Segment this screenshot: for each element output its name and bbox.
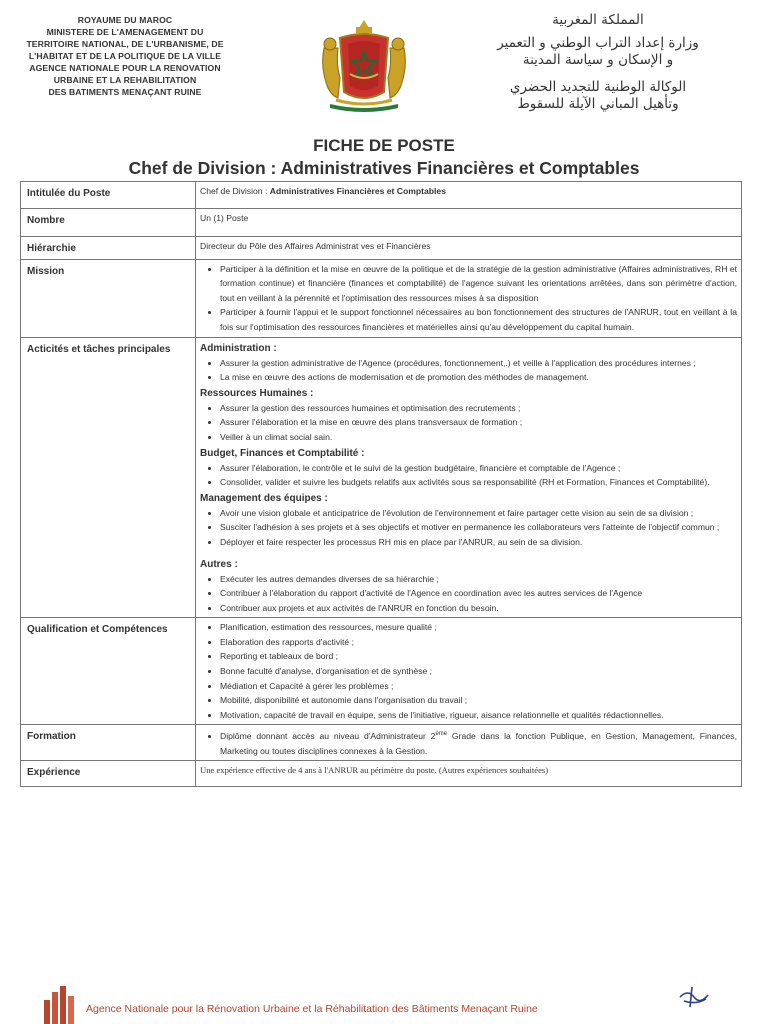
table-row — [21, 182, 742, 209]
list-item: • Exécuter les autres demandes diverses de sa hiérarchie ; — [220, 572, 737, 587]
list-item: • Susciter l'adhésion à ses projets et à ses objectifs et motiver en permanence les collaborateurs vers l'atteinte de l'objectif commun ; — [220, 520, 737, 535]
section-title: Budget, Finances et Comptabilité : — [200, 447, 365, 459]
header-ar-spacer — [468, 69, 728, 79]
section-title: Ressources Humaines : — [200, 387, 314, 399]
section-list — [200, 401, 737, 445]
list-item: • Planification, estimation des ressources, mesure qualité ; — [220, 620, 737, 635]
list-item: • Médiation et Capacité à gérer les problèmes ; — [220, 679, 737, 694]
formation-sup: ème — [435, 731, 448, 738]
row-value: Un (1) Poste — [196, 209, 742, 237]
list-item: • Assurer la gestion administrative de l'Agence (procédures, fonctionnement,.) et veille à l'application des procédures internes ; — [220, 356, 737, 371]
row-label: Nombre — [21, 209, 196, 237]
header-fr-line: DES BATIMENTS MENAÇANT RUINE — [48, 87, 202, 97]
row-label: Acticités et tâches principales — [21, 337, 196, 618]
row-label: Hiérarchie — [21, 237, 196, 260]
list-item: • Mobilité, disponibilité et autonomie dans l'organisation du travail ; — [220, 693, 737, 708]
row-label: Qualification et Compétences — [21, 618, 196, 725]
formation-list — [200, 727, 737, 758]
signature-icon — [676, 985, 712, 1009]
row-value — [196, 182, 742, 209]
table-row — [21, 761, 742, 787]
formation-text-start: Diplôme donnant accès au niveau d'Administrateur 2 — [220, 731, 436, 742]
table-row — [21, 209, 742, 237]
list-item: • La mise en œuvre des actions de modernisation et de promotion des méthodes de management. — [220, 370, 737, 385]
header-ar-line: و الإسكان و سياسة المدينة — [522, 52, 674, 68]
header-french — [10, 14, 240, 98]
section-title: Autres : — [200, 558, 238, 570]
section-title: Management des équipes : — [200, 492, 328, 504]
intitule-prefix: Chef de Division : — [200, 186, 270, 196]
table-row — [21, 725, 742, 761]
document-subtitle: Chef de Division : Administratives Financières et Comptables — [128, 158, 640, 178]
document-title: FICHE DE POSTE — [313, 136, 455, 155]
row-value — [196, 618, 742, 725]
row-label: Formation — [21, 725, 196, 761]
mission-list — [200, 262, 737, 335]
qualification-list — [200, 620, 737, 722]
list-item: • Assurer la gestion des ressources humaines et optimisation des recrutements ; — [220, 401, 737, 416]
section-list — [200, 356, 737, 385]
coat-of-arms-icon — [318, 18, 410, 112]
list-item: • Bonne faculté d'analyse, d'organisation et de synthèse ; — [220, 664, 737, 679]
section-list — [200, 461, 737, 490]
list-item: • Assurer l'élaboration et la mise en œuvre des plans transversaux de formation ; — [220, 415, 737, 430]
footer-agency-name: Agence Nationale pour la Rénovation Urbaine et la Réhabilitation des Bâtiments Menaçant Ruine — [86, 1003, 538, 1015]
table-row — [21, 337, 742, 618]
list-item — [220, 727, 737, 758]
anrur-logo-icon — [42, 982, 78, 1024]
section-title: Administration : — [200, 342, 277, 354]
list-item: • Déployer et faire respecter les processus RH mis en place par l'ANRUR, au sein de sa division. — [220, 535, 737, 550]
header-fr-line: AGENCE NATIONALE POUR LA RENOVATION — [29, 63, 221, 73]
header-fr-line: L'HABITAT ET DE LA POLITIQUE DE LA VILLE — [28, 51, 222, 61]
section-list — [200, 572, 737, 616]
table-row — [21, 618, 742, 725]
row-label: Intitulée du Poste — [21, 182, 196, 209]
section-list — [200, 506, 737, 550]
table-row — [21, 259, 742, 337]
list-item: • Elaboration des rapports d'activité ; — [220, 635, 737, 650]
header-ar-line: وتأهيل المباني الآيلة للسقوط — [517, 96, 679, 112]
list-item: • Participer à la définition et la mise en œuvre de la politique et de la stratégie de la gestion administrative (Affaires administratives, RH et formation continue) et financière (finances et comptabilité) de l'agence suivant les orientations arrêtées, dans son périmètre d'action, tout en veillant à la pérennité et l'optimisation des ressources mises à sa disposition — [220, 262, 737, 306]
job-sheet-table — [20, 181, 742, 787]
header-ar-line: المملكة المغربية — [552, 12, 644, 28]
list-item: • Reporting et tableaux de bord ; — [220, 649, 737, 664]
list-item: • Participer à fournir l'appui et le support fonctionnel nécessaires au bon fonctionnement des structures de l'ANRUR, tout en veillant à la fois sur l'optimisation des ressources financières et matérielles ainsi qu'au développement du capital humain. — [220, 305, 737, 334]
list-item: • Consolider, valider et suivre les budgets relatifs aux activités sous sa responsabilité (RH et Formation, Finances et Comptabilité). — [220, 475, 737, 490]
list-item: • Veiller à un climat social sain. — [220, 430, 737, 445]
header-fr-line: TERRITOIRE NATIONAL, DE L'URBANISME, DE — [26, 39, 224, 49]
row-value: Une expérience effective de 4 ans à l'ANRUR au périmètre du poste. (Autres expériences souhaitées) — [196, 761, 742, 787]
header-fr-line: ROYAUME DU MAROC — [77, 15, 173, 25]
list-item: • Contribuer à l'élaboration du rapport d'activité de l'Agence en coordination avec les autres services de l'Agence — [220, 586, 737, 601]
header-ar-line: وزارة إعداد التراب الوطني و التعمير — [497, 35, 699, 51]
header-fr-line: URBAINE ET LA REHABILITATION — [53, 75, 197, 85]
intitule-value: Administratives Financières et Comptables — [269, 186, 446, 196]
list-item: • Assurer l'élaboration, le contrôle et le suivi de la gestion budgétaire, financière et comptable de l'Agence ; — [220, 461, 737, 476]
row-label: Mission — [21, 259, 196, 337]
formation-text-end: Grade dans la fonction Publique, en Gestion, Management, Finances, Marketing ou toutes disciplines connexes à la Gestion. — [220, 731, 737, 756]
list-item: • Contribuer aux projets et aux activités de l'ANRUR en fonction du besoin. — [220, 601, 737, 616]
header-arabic — [468, 12, 728, 113]
header-fr-line: MINISTERE DE L'AMENAGEMENT DU — [46, 27, 204, 37]
table-row — [21, 237, 742, 260]
header-ar-line: الوكالة الوطنية للتجديد الحضري — [509, 79, 687, 95]
row-value — [196, 337, 742, 618]
row-value — [196, 725, 742, 761]
row-value — [196, 259, 742, 337]
row-value: Directeur du Pôle des Affaires Administrat ves et Financières — [196, 237, 742, 260]
row-label: Expérience — [21, 761, 196, 787]
list-item: • Motivation, capacité de travail en équipe, sens de l'initiative, rigueur, aisance relationnelle et qualités rédactionnelles. — [220, 708, 737, 723]
list-item: • Avoir une vision globale et anticipatrice de l'évolution de l'environnement et faire partager cette vision au sein de sa division ; — [220, 506, 737, 521]
